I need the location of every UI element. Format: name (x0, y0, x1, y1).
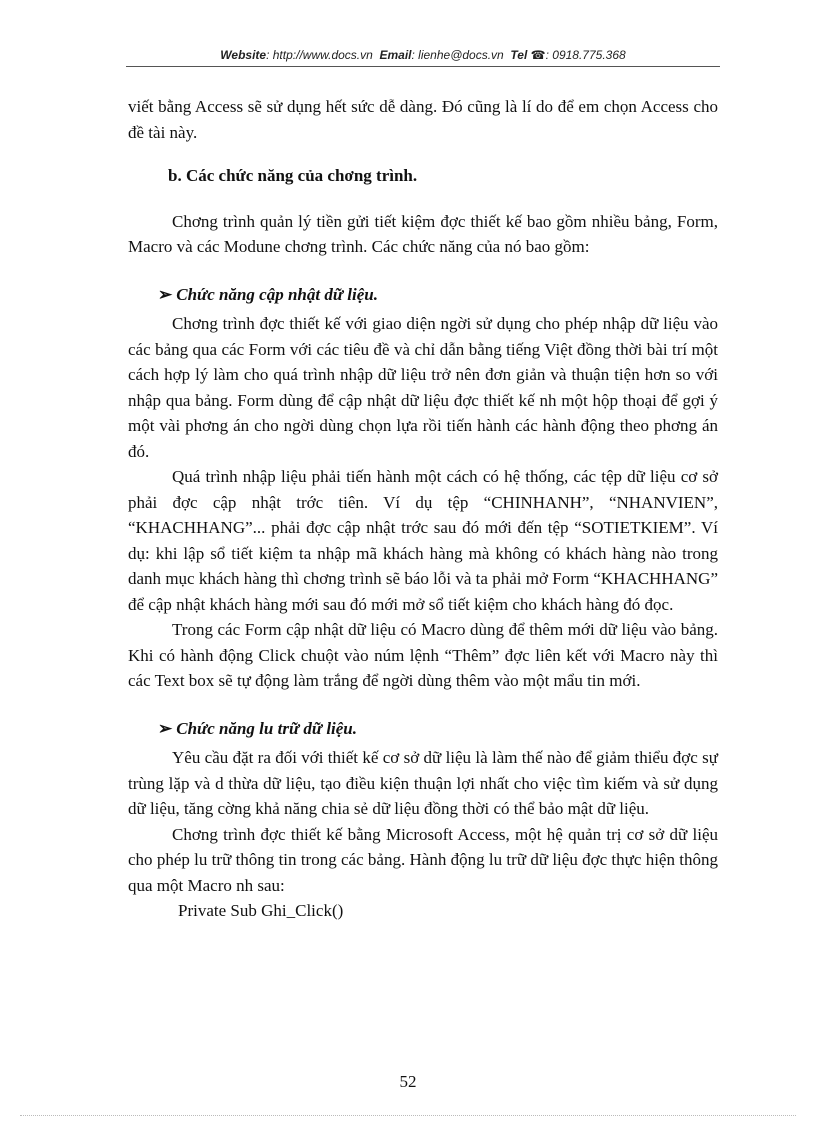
footer-divider (20, 1115, 796, 1116)
page-number: 52 (399, 1072, 417, 1091)
subsection-heading (128, 716, 718, 742)
paragraph: Chơng trình đợc thiết kế bằng Microsoft Access, một hệ quản trị cơ sở dữ liệu cho phép lu trữ thông tin trong các bảng. Hành động lu trữ dữ liệu đợc thực hiện thông qua một Macro nh sau: (128, 824, 718, 895)
tel-value: : 0918.775.368 (545, 48, 626, 62)
paragraph: Quá trình nhập liệu phải tiến hành một cách có hệ thống, các tệp dữ liệu cơ sở phải đợc cập nhật trớc tiên. Ví dụ tệp “CHINHANH”, “NHANVIEN”, “KHACHHANG”... phải đợc cập nhật trớc sau đó mới đến tệp “SOTIETKIEM”. Ví dụ: khi lập sổ tiết kiệm ta nhập mã khách hàng mà không có khách hàng nào trong danh mục khách hàng thì chơng trình sẽ báo lỗi và ta phải mở Form “KHACHHANG” để cập nhật khách hàng mới sau đó mới mở sổ tiết kiệm cho khách hàng đó đọc. (128, 467, 718, 614)
paragraph: viết bằng Access sẽ sử dụng hết sức dễ dàng. Đó cũng là lí do để em chọn Access cho đề tài này. (128, 97, 718, 142)
subsection-title: Chức năng cập nhật dữ liệu. (176, 284, 378, 304)
section-heading: b. Các chức năng của chơng trình. (168, 166, 418, 185)
email-value: : lienhe@docs.vn (411, 48, 504, 62)
phone-icon: ☎ (530, 48, 546, 62)
subsection-heading (128, 282, 718, 308)
subsection-title: Chức năng lu trữ dữ liệu. (176, 718, 358, 738)
document-body (128, 94, 718, 924)
paragraph: Chơng trình đợc thiết kế với giao diện ngời sử dụng cho phép nhập dữ liệu vào các bảng qua các Form với các tiêu đề và chỉ dẫn bằng tiếng Việt đồng thời bài trí một cách hợp lý làm cho quá trình nhập dữ liệu trở nên đơn giản và thuận tiện hơn so với nhập qua bảng. Form dùng để cập nhật dữ liệu đợc thiết kế nh một hộp thoại để gợi ý một vài phơng án cho ngời dùng chọn lựa rồi tiến hành các hành động theo phơng án đó. (128, 314, 718, 461)
code-line: Private Sub Ghi_Click() (178, 901, 344, 920)
paragraph: Yêu cầu đặt ra đối với thiết kế cơ sở dữ liệu là làm thế nào để giảm thiểu đợc sự trùng lặp và d thừa dữ liệu, tạo điều kiện thuận lợi nhất cho việc tìm kiếm và sử dụng dữ liệu, tăng cờng khả năng chia sẻ dữ liệu đồng thời có thể bảo mật dữ liệu. (128, 748, 718, 818)
arrow-bullet-icon: ➢ (158, 284, 173, 304)
email-label: Email (379, 48, 412, 62)
tel-label: Tel (510, 48, 528, 62)
website-value: : http://www.docs.vn (266, 48, 373, 62)
paragraph: Chơng trình quản lý tiền gửi tiết kiệm đợc thiết kế bao gồm nhiều bảng, Form, Macro và các Modune chơng trình. Các chức năng của nó bao gồm: (128, 211, 718, 256)
page-header (126, 44, 720, 67)
website-label: Website (220, 48, 267, 62)
arrow-bullet-icon: ➢ (158, 718, 173, 738)
paragraph: Trong các Form cập nhật dữ liệu có Macro dùng để thêm mới dữ liệu vào bảng. Khi có hành động Click chuột vào núm lệnh “Thêm” đợc liên kết với Macro này thì các Text box sẽ tự động làm trắng để ngời dùng thêm vào một mẩu tin mới. (128, 620, 718, 690)
